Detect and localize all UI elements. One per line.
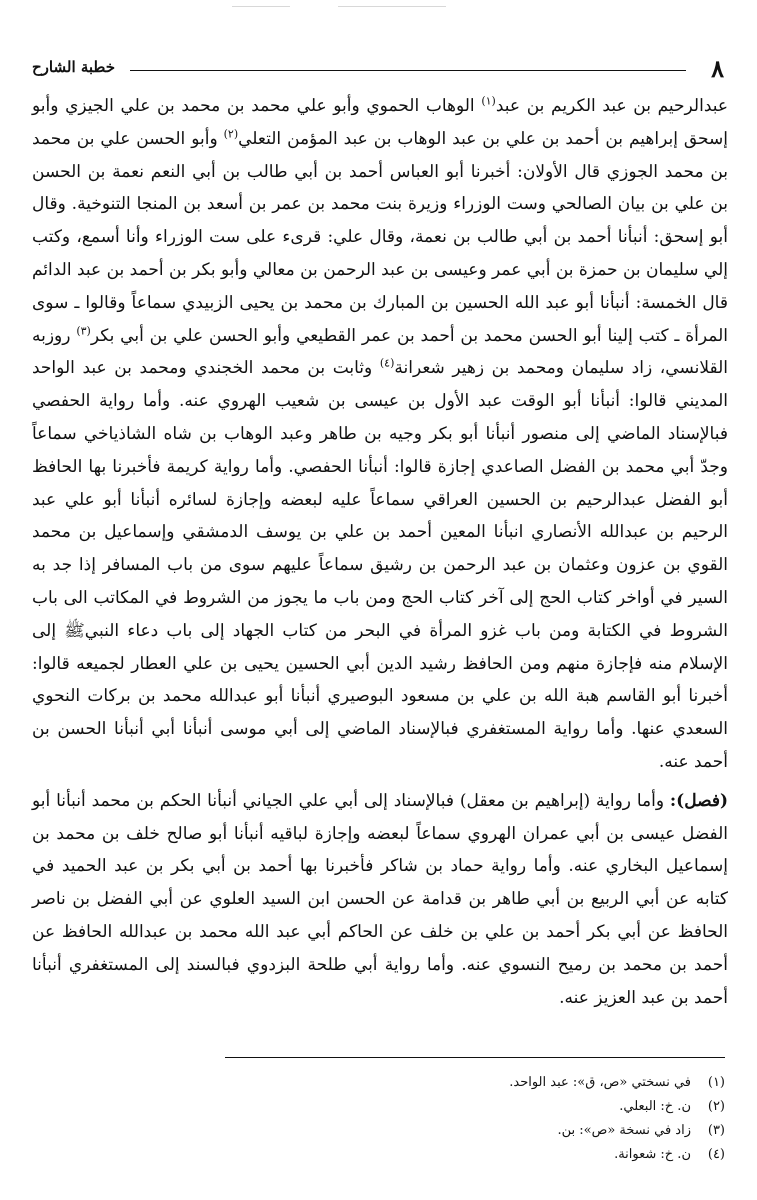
footnote-rule <box>225 1057 725 1058</box>
footnote <box>29 1118 725 1142</box>
footnote-ref: (٣) <box>76 323 91 337</box>
footnote-number: (٤) <box>707 1146 725 1162</box>
page-number: ٨ <box>711 54 724 83</box>
footnotes <box>29 1070 725 1166</box>
footnote-number: (٣) <box>707 1122 725 1138</box>
footnote-text: زاد في نسخة «ص»: بن. <box>557 1122 691 1138</box>
footnote-text: ن. خ: شعوانة. <box>614 1146 691 1162</box>
page-header <box>32 54 728 84</box>
footnote <box>29 1094 725 1118</box>
footnote-number: (١) <box>707 1074 725 1090</box>
running-title: خطبة الشارح <box>32 58 115 76</box>
footnote-ref: (٤) <box>379 356 395 370</box>
footnote <box>29 1142 725 1166</box>
paragraph: عبدالرحيم بن عبد الكريم بن عبد$^{(١)}$ الوهاب الحموي وأبو علي محمد بن محمد بن علي الجيزي وأبو إسحق إبراهيم بن أحمد بن علي بن عبد الوهاب بن عبد المؤمن التعلي$^{(٢)}$ وأبو الحسن علي بن محمد بن محمد الجوزي قال الأولان: أخبرنا أبو العباس أحمد بن أبي طالب بن أبي النعم نعمة بن الحسن بن علي بن بيان الصالحي وست الوزراء وزيرة بنت محمد بن عمر بن أسعد بن المنجا التنوخية. وقال أبو إسحق: أنبأنا أحمد بن أبي طالب بن نعمة، وقال علي: قرىء على ست الوزراء وأنا أسمع، وكتب إلي سليمان بن حمزة بن أبي عمر وعيسى بن عبد الرحمن بن معالي وأبو بكر بن أحمد بن عبد الدائم قال الخمسة: أنبأنا أبو عبد الله الحسين بن المبارك بن محمد بن يحيى الزبيدي سماعاً وقالوا ـ سوى المرأة ـ كتب إلينا أبو الحسن محمد بن أحمد بن عمر القطيعي وأبو الحسن علي بن أبي بكر$^{(٣)}$ روزبه القلانسي، زاد سليمان ومحمد بن زهير شعرانة$^{(٤)}$ وثابت بن محمد الخجندي ومحمد بن عبد الواحد المديني قالوا: أنبأنا أبو الوقت عبد الأول بن عيسى بن شعيب الهروي عنه. وأما رواية الحفصي فبالإسناد الماضي إلى منصور أنبأنا أبو بكر وجيه بن طاهر وعبد الوهاب بن شاه الشاذياخي سماعاً وجدّ أبي محمد بن الفضل الصاعدي إجازة قالوا: أنبأنا الحفصي. وأما رواية كريمة فأخبرنا بها الحافظ أبو الفضل عبدالرحيم بن الحسين العراقي سماعاً عليه لبعضه وإجازة لسائره أنبأنا أبو علي عبد الرحيم بن عبدالله الأنصاري انبأنا المعين أحمد بن علي بن يوسف الدمشقي وإسماعيل بن محمد القوي بن عزون وعثمان بن عبد الرحمن بن رشيق سماعاً عليهم سوى من باب المسافر إذا جد به السير في أواخر كتاب الحج إلى آخر كتاب الحج ومن باب ما يجوز من الشروط في المكاتب الى باب الشروط في الكتابة ومن باب غزو المرأة في البحر من كتاب الجهاد إلى باب دعاء النبيﷺ إلى الإسلام منه فإجازة منهم ومن الحافظ رشيد الدين أبي الحسين يحيى بن علي العطار لجميعه قالوا: أخبرنا أبو القاسم هبة الله بن علي بن مسعود البوصيري أنبأنا أبو عبدالله محمد بن بركات النحوي السعدي عنها. وأما رواية المستغفري فبالإسناد الماضي إلى أبي موسى أنبأنا أبي أنبأنا الحسن بن أحمد عنه. <box>31 94 729 772</box>
section-label: (فصل): <box>669 790 728 811</box>
footnote-ref: (١) <box>481 94 496 108</box>
paragraph: (فصل): وأما رواية (إبراهيم بن معقل) فبالإسناد إلى أبي علي الجياني أنبأنا الحكم بن محمد أنبأنا أبو الفضل عيسى بن أبي عمران الهروي سماعاً لبعضه وإجازة لباقيه أنبأنا أبو صالح خلف بن محمد بن إسماعيل البخاري عنه. وأما رواية حماد بن شاكر فأخبرنا بها أحمد بن أبي بكر بن عبد الحميد في كتابه عن أبي الربيع بن أبي طاهر بن قدامة عن الحسن ابن السيد العلوي عن أبي الفضل بن ناصر الحافظ عن أبي بكر أحمد بن علي بن خلف عن الحاكم أبي عبد الله محمد بن عبدالله الحافظ عن أحمد بن محمد بن رميح النسوي عنه. وأما رواية أبي طلحة البزدوي فبالسند إلى المستغفري أنبأنا أحمد بن عبد العزيز عنه. <box>32 790 728 1008</box>
header-rule <box>130 70 686 71</box>
top-scan-rule <box>338 6 446 7</box>
footnote-number: (٢) <box>707 1098 725 1114</box>
footnote <box>29 1070 725 1094</box>
footnote-text: في نسختي «ص، ق»: عبد الواحد. <box>509 1074 691 1090</box>
main-text <box>32 90 728 1014</box>
footnote-ref: (٢) <box>223 127 239 141</box>
top-scan-rule <box>232 6 290 7</box>
footnote-text: ن. خ: البعلي. <box>619 1098 691 1114</box>
